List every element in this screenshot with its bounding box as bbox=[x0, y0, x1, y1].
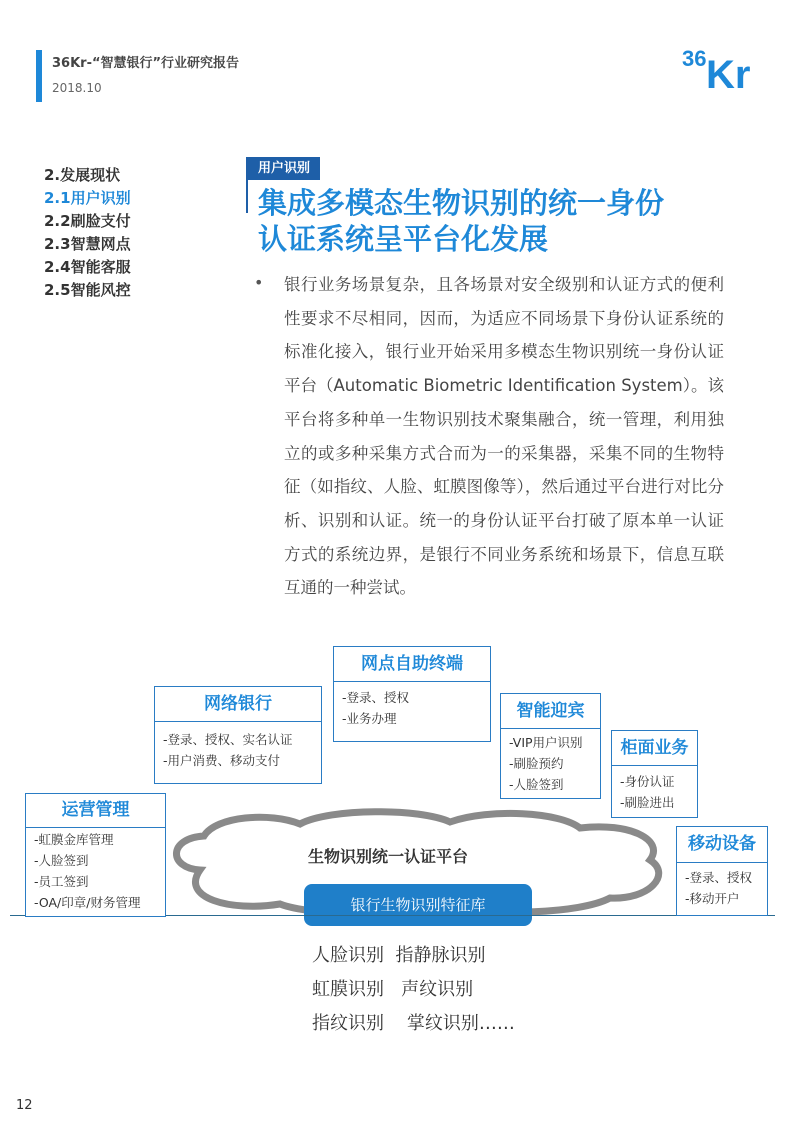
recognition-line: 虹膜识别 声纹识别 bbox=[312, 979, 474, 1000]
report-title: 36Kr-“智慧银行”行业研究报告 bbox=[52, 56, 240, 71]
box-item: -刷脸进出 bbox=[620, 795, 675, 810]
box-title: 网点自助终端 bbox=[334, 647, 490, 682]
bullet-icon: • bbox=[254, 273, 264, 292]
box-item: -OA/印章/财务管理 bbox=[34, 895, 141, 910]
box-title: 柜面业务 bbox=[612, 731, 697, 766]
toc-item[interactable]: 2.2刷脸支付 bbox=[44, 212, 131, 230]
section-title-line2: 认证系统呈平台化发展 bbox=[258, 222, 549, 256]
toc-item[interactable]: 2.3智慧网点 bbox=[44, 235, 131, 253]
box-online-banking bbox=[154, 686, 322, 784]
toc-item[interactable]: 2.发展现状 bbox=[44, 166, 121, 184]
box-item: -登录、授权 bbox=[342, 690, 410, 705]
box-counter-service bbox=[611, 730, 698, 818]
box-title: 网络银行 bbox=[155, 687, 321, 722]
toc bbox=[44, 164, 131, 302]
svg-text:Kr: Kr bbox=[706, 53, 751, 92]
platform-label: 生物识别统一认证平台 bbox=[308, 847, 469, 866]
box-smart-greeting bbox=[500, 693, 601, 799]
box-item: -登录、授权 bbox=[685, 870, 753, 885]
section-title bbox=[258, 185, 758, 257]
svg-text:36: 36 bbox=[682, 46, 707, 71]
box-item: -人脸签到 bbox=[34, 853, 89, 868]
section-tag: 用户识别 bbox=[248, 157, 320, 180]
box-item: -虹膜金库管理 bbox=[34, 832, 114, 847]
toc-item-active[interactable]: 2.1用户识别 bbox=[44, 189, 131, 207]
body-paragraph: 银行业务场景复杂，且各场景对安全级别和认证方式的便利性要求不尽相同，因而，为适应不同场景下身份认证系统的标准化接入，银行业开始采用多模态生物识别统一身份认证平台（Automatic Biometric Identification System）。该平台将多种单一生物识别技术聚集融合，统一管理，利用独立的或多种采集方式合而为一的采集器，采集不同的生物特征（如指纹、人脸、虹膜图像等），然后通过平台进行对比分析、识别和认证。统一的身份认证平台打破了原本单一认证方式的系统边界，是银行不同业务系统和场景下，信息互联互通的一种尝试。 bbox=[284, 275, 724, 598]
report-date: 2018.10 bbox=[52, 81, 102, 95]
box-title: 运营管理 bbox=[26, 794, 165, 828]
box-title: 智能迎宾 bbox=[501, 694, 600, 729]
36kr-logo bbox=[682, 44, 766, 92]
box-item: -人脸签到 bbox=[509, 777, 564, 792]
box-operations-management bbox=[25, 793, 166, 917]
box-item: -刷脸预约 bbox=[509, 756, 564, 771]
box-item: -业务办理 bbox=[342, 711, 397, 726]
box-self-service-terminal bbox=[333, 646, 491, 742]
box-mobile-device bbox=[676, 826, 768, 916]
section-title-line1: 集成多模态生物识别的统一身份 bbox=[258, 186, 665, 220]
box-item: -身份认证 bbox=[620, 774, 675, 789]
header-accent-bar bbox=[36, 50, 42, 102]
box-item: -VIP用户识别 bbox=[509, 735, 583, 750]
feature-library: 银行生物识别特征库 bbox=[304, 884, 532, 926]
box-item: -用户消费、移动支付 bbox=[163, 753, 281, 768]
box-title: 移动设备 bbox=[677, 827, 767, 863]
page-number: 12 bbox=[16, 1098, 33, 1113]
recognition-line: 指纹识别 掌纹识别…… bbox=[312, 1013, 515, 1034]
box-item: -移动开户 bbox=[685, 891, 740, 906]
toc-item[interactable]: 2.4智能客服 bbox=[44, 258, 131, 276]
recognition-line: 人脸识别 指静脉识别 bbox=[312, 945, 486, 966]
toc-item[interactable]: 2.5智能风控 bbox=[44, 281, 131, 299]
box-item: -登录、授权、实名认证 bbox=[163, 732, 293, 747]
box-item: -员工签到 bbox=[34, 874, 89, 889]
